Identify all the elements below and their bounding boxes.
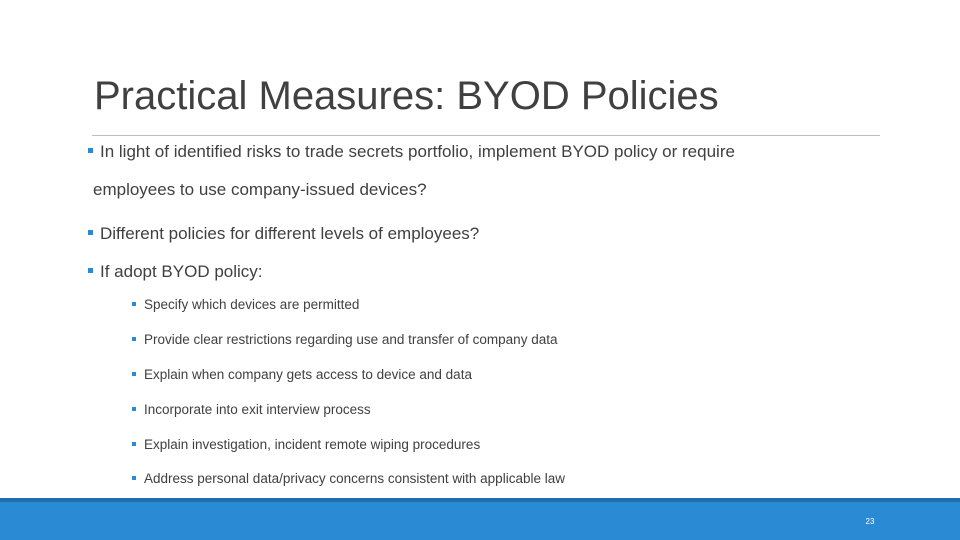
sub-bullet-5-text: Explain investigation, incident remote wiping procedures <box>144 437 481 452</box>
footer-bar <box>0 502 960 540</box>
slide-title: Practical Measures: BYOD Policies <box>94 74 719 118</box>
sub-bullet-6-text: Address personal data/privacy concerns consistent with applicable law <box>144 471 565 486</box>
square-bullet-icon <box>132 337 136 341</box>
bullet-3 <box>88 262 263 282</box>
sub-bullet-1 <box>132 297 359 312</box>
title-divider <box>92 135 880 136</box>
square-bullet-icon <box>132 476 136 480</box>
sub-bullet-1-text: Specify which devices are permitted <box>144 297 360 312</box>
bullet-1 <box>88 142 735 162</box>
sub-bullet-2-text: Provide clear restrictions regarding use and transfer of company data <box>144 332 558 347</box>
sub-bullet-4-text: Incorporate into exit interview process <box>144 402 371 417</box>
sub-bullet-5 <box>132 437 480 452</box>
bullet-1-line-1: In light of identified risks to trade secrets portfolio, implement BYOD policy or require <box>100 142 735 161</box>
square-bullet-icon <box>132 407 136 411</box>
square-bullet-icon <box>132 302 136 306</box>
bullet-1-continuation: employees to use company-issued devices? <box>93 180 427 199</box>
sub-bullet-2 <box>132 332 557 347</box>
sub-bullet-4 <box>132 402 371 417</box>
bullet-3-text: If adopt BYOD policy: <box>100 262 263 281</box>
square-bullet-icon <box>88 268 93 273</box>
sub-bullet-3-text: Explain when company gets access to device and data <box>144 367 472 382</box>
bullet-2-text: Different policies for different levels of employees? <box>100 224 480 243</box>
sub-bullet-6 <box>132 471 565 486</box>
square-bullet-icon <box>88 148 93 153</box>
bullet-2 <box>88 224 479 244</box>
page-number: 23 <box>865 517 875 526</box>
square-bullet-icon <box>88 230 93 235</box>
square-bullet-icon <box>132 372 136 376</box>
sub-bullet-3 <box>132 367 472 382</box>
square-bullet-icon <box>132 442 136 446</box>
